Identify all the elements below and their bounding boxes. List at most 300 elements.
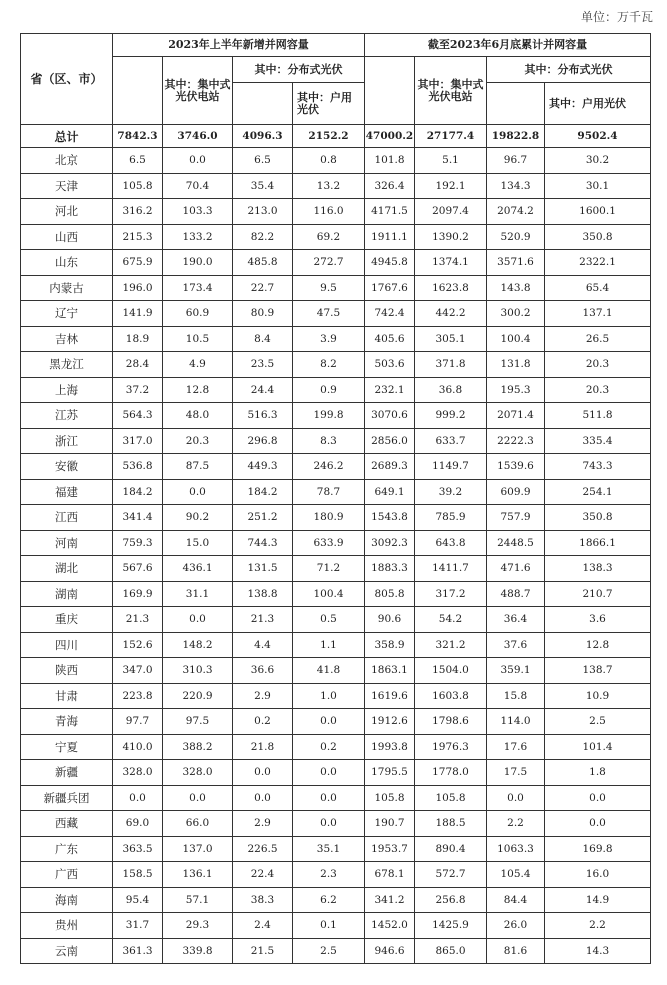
cell: 1452.0 (365, 913, 415, 939)
cell: 20.3 (545, 352, 651, 378)
cell: 4945.8 (365, 250, 415, 276)
cell: 66.0 (163, 811, 233, 837)
province-name: 北京 (21, 148, 113, 174)
table-row (21, 148, 651, 174)
cell: 1543.8 (365, 505, 415, 531)
cell: 0.0 (293, 709, 365, 735)
cell: 71.2 (293, 556, 365, 582)
header-province: 省（区、市） (21, 34, 113, 125)
cell: 60.9 (163, 301, 233, 327)
cell: 0.0 (293, 785, 365, 811)
cell: 2.3 (293, 862, 365, 888)
cell: 26.0 (487, 913, 545, 939)
header-spacer (487, 83, 545, 125)
cell: 22.4 (233, 862, 293, 888)
cell: 35.1 (293, 836, 365, 862)
cell: 105.4 (487, 862, 545, 888)
cell: 29.3 (163, 913, 233, 939)
cell: 196.0 (113, 275, 163, 301)
cell: 65.4 (545, 275, 651, 301)
cell: 47.5 (293, 301, 365, 327)
cell: 31.1 (163, 581, 233, 607)
cell: 97.7 (113, 709, 163, 735)
cell: 37.6 (487, 632, 545, 658)
cell: 0.0 (163, 148, 233, 174)
cell: 2.2 (545, 913, 651, 939)
cell: 9.5 (293, 275, 365, 301)
table-row (21, 505, 651, 531)
cell: 10.9 (545, 683, 651, 709)
cell: 22.7 (233, 275, 293, 301)
cell: 3092.3 (365, 530, 415, 556)
cell: 21.3 (233, 607, 293, 633)
cell: 5.1 (415, 148, 487, 174)
cell: 272.7 (293, 250, 365, 276)
cell: 305.1 (415, 326, 487, 352)
cell: 254.1 (545, 479, 651, 505)
province-name: 内蒙古 (21, 275, 113, 301)
table-row (21, 377, 651, 403)
cell: 1.8 (545, 760, 651, 786)
cell: 223.8 (113, 683, 163, 709)
cell: 180.9 (293, 505, 365, 531)
province-name: 黑龙江 (21, 352, 113, 378)
cell: 138.8 (233, 581, 293, 607)
cell: 759.3 (113, 530, 163, 556)
cell: 39.2 (415, 479, 487, 505)
cell: 7842.3 (113, 125, 163, 148)
cell: 371.8 (415, 352, 487, 378)
cell: 137.1 (545, 301, 651, 327)
cell: 805.8 (365, 581, 415, 607)
table-row (21, 887, 651, 913)
table-row (21, 530, 651, 556)
cell: 0.0 (163, 607, 233, 633)
cell: 0.9 (293, 377, 365, 403)
table-row (21, 326, 651, 352)
cell: 12.8 (163, 377, 233, 403)
cell: 69.0 (113, 811, 163, 837)
table-row (21, 454, 651, 480)
province-name: 河北 (21, 199, 113, 225)
table-row (21, 734, 651, 760)
cell: 1504.0 (415, 658, 487, 684)
header-spacer (233, 83, 293, 125)
cell: 12.8 (545, 632, 651, 658)
province-name: 陕西 (21, 658, 113, 684)
cell: 1953.7 (365, 836, 415, 862)
cell: 148.2 (163, 632, 233, 658)
cell: 1.0 (293, 683, 365, 709)
header-household: 其中：户用光伏 (545, 83, 651, 125)
cell: 0.1 (293, 913, 365, 939)
cell: 2.5 (545, 709, 651, 735)
cell: 388.2 (163, 734, 233, 760)
cell: 103.3 (163, 199, 233, 225)
cell: 16.0 (545, 862, 651, 888)
cell: 516.3 (233, 403, 293, 429)
cell: 30.2 (545, 148, 651, 174)
header-household: 其中：户用光伏 (293, 83, 365, 125)
cell: 2152.2 (293, 125, 365, 148)
cell: 134.3 (487, 173, 545, 199)
table-row (21, 556, 651, 582)
cell: 169.8 (545, 836, 651, 862)
cell: 865.0 (415, 938, 487, 964)
province-name: 新疆兵团 (21, 785, 113, 811)
cell: 3.9 (293, 326, 365, 352)
cell: 436.1 (163, 556, 233, 582)
cell: 410.0 (113, 734, 163, 760)
cell: 1863.1 (365, 658, 415, 684)
cell: 14.3 (545, 938, 651, 964)
cell: 449.3 (233, 454, 293, 480)
header-spacer (113, 57, 163, 125)
cell: 4096.3 (233, 125, 293, 148)
cell: 36.6 (233, 658, 293, 684)
cell: 101.8 (365, 148, 415, 174)
cell: 317.0 (113, 428, 163, 454)
cell: 215.3 (113, 224, 163, 250)
table-row (21, 352, 651, 378)
cell: 511.8 (545, 403, 651, 429)
cell: 572.7 (415, 862, 487, 888)
cell: 485.8 (233, 250, 293, 276)
table-header (21, 34, 651, 125)
province-name: 海南 (21, 887, 113, 913)
cell: 363.5 (113, 836, 163, 862)
cell: 116.0 (293, 199, 365, 225)
cell: 1795.5 (365, 760, 415, 786)
province-name: 宁夏 (21, 734, 113, 760)
cell: 567.6 (113, 556, 163, 582)
cell: 1993.8 (365, 734, 415, 760)
cell: 361.3 (113, 938, 163, 964)
cell: 9502.4 (545, 125, 651, 148)
cell: 359.1 (487, 658, 545, 684)
cell: 17.5 (487, 760, 545, 786)
cell: 1767.6 (365, 275, 415, 301)
cell: 251.2 (233, 505, 293, 531)
table-row (21, 811, 651, 837)
cell: 649.1 (365, 479, 415, 505)
cell: 405.6 (365, 326, 415, 352)
table-row (21, 938, 651, 964)
cell: 1798.6 (415, 709, 487, 735)
cell: 21.5 (233, 938, 293, 964)
cell: 30.1 (545, 173, 651, 199)
cell: 97.5 (163, 709, 233, 735)
cell: 321.2 (415, 632, 487, 658)
cell: 20.3 (163, 428, 233, 454)
table-row (21, 632, 651, 658)
cell: 213.0 (233, 199, 293, 225)
table-row (21, 173, 651, 199)
cell: 199.8 (293, 403, 365, 429)
province-name: 天津 (21, 173, 113, 199)
table-row (21, 709, 651, 735)
cell: 0.0 (163, 479, 233, 505)
province-name: 山东 (21, 250, 113, 276)
cell: 232.1 (365, 377, 415, 403)
province-name: 上海 (21, 377, 113, 403)
cell: 744.3 (233, 530, 293, 556)
cell: 4.4 (233, 632, 293, 658)
cell: 2322.1 (545, 250, 651, 276)
cell: 4171.5 (365, 199, 415, 225)
cell: 350.8 (545, 505, 651, 531)
cell: 138.3 (545, 556, 651, 582)
cell: 0.5 (293, 607, 365, 633)
cell: 0.0 (487, 785, 545, 811)
table-row (21, 913, 651, 939)
cell: 2071.4 (487, 403, 545, 429)
cell: 1390.2 (415, 224, 487, 250)
province-name: 山西 (21, 224, 113, 250)
cell: 18.9 (113, 326, 163, 352)
cell: 105.8 (415, 785, 487, 811)
cell: 13.2 (293, 173, 365, 199)
cell: 190.7 (365, 811, 415, 837)
cell: 210.7 (545, 581, 651, 607)
cell: 488.7 (487, 581, 545, 607)
cell: 633.9 (293, 530, 365, 556)
table-row (21, 785, 651, 811)
cell: 3571.6 (487, 250, 545, 276)
table-row (21, 760, 651, 786)
cell: 10.5 (163, 326, 233, 352)
cell: 0.0 (293, 760, 365, 786)
cell: 20.3 (545, 377, 651, 403)
cell: 81.6 (487, 938, 545, 964)
province-name: 安徽 (21, 454, 113, 480)
cell: 136.1 (163, 862, 233, 888)
table-row (21, 683, 651, 709)
cell: 1883.3 (365, 556, 415, 582)
cell: 358.9 (365, 632, 415, 658)
province-name: 吉林 (21, 326, 113, 352)
cell: 152.6 (113, 632, 163, 658)
cell: 220.9 (163, 683, 233, 709)
cell: 1600.1 (545, 199, 651, 225)
province-name: 江西 (21, 505, 113, 531)
table-row (21, 250, 651, 276)
cell: 347.0 (113, 658, 163, 684)
header-group-cumulative: 截至2023年6月底累计并网容量 (365, 34, 651, 57)
cell: 141.9 (113, 301, 163, 327)
cell: 999.2 (415, 403, 487, 429)
cell: 0.0 (545, 811, 651, 837)
table-row (21, 862, 651, 888)
cell: 2448.5 (487, 530, 545, 556)
cell: 0.0 (545, 785, 651, 811)
cell: 1539.6 (487, 454, 545, 480)
cell: 188.5 (415, 811, 487, 837)
cell: 609.9 (487, 479, 545, 505)
cell: 131.5 (233, 556, 293, 582)
cell: 300.2 (487, 301, 545, 327)
table-row (21, 301, 651, 327)
cell: 184.2 (233, 479, 293, 505)
header-group-h1-2023: 2023年上半年新增并网容量 (113, 34, 365, 57)
cell: 633.7 (415, 428, 487, 454)
cell: 341.4 (113, 505, 163, 531)
cell: 131.8 (487, 352, 545, 378)
cell: 1778.0 (415, 760, 487, 786)
cell: 564.3 (113, 403, 163, 429)
cell: 310.3 (163, 658, 233, 684)
cell: 2074.2 (487, 199, 545, 225)
cell: 6.2 (293, 887, 365, 913)
cell: 1976.3 (415, 734, 487, 760)
cell: 536.8 (113, 454, 163, 480)
cell: 35.4 (233, 173, 293, 199)
cell: 19822.8 (487, 125, 545, 148)
cell: 2097.4 (415, 199, 487, 225)
cell: 0.0 (113, 785, 163, 811)
cell: 2.9 (233, 683, 293, 709)
cell: 87.5 (163, 454, 233, 480)
cell: 2.2 (487, 811, 545, 837)
cell: 1149.7 (415, 454, 487, 480)
table-row (21, 836, 651, 862)
province-name: 福建 (21, 479, 113, 505)
cell: 54.2 (415, 607, 487, 633)
cell: 15.8 (487, 683, 545, 709)
province-name: 湖南 (21, 581, 113, 607)
cell: 2.4 (233, 913, 293, 939)
cell: 256.8 (415, 887, 487, 913)
cell: 1866.1 (545, 530, 651, 556)
cell: 946.6 (365, 938, 415, 964)
table-row (21, 275, 651, 301)
cell: 3.6 (545, 607, 651, 633)
cell: 742.4 (365, 301, 415, 327)
header-centralized: 其中：集中式光伏电站 (163, 57, 233, 125)
cell: 28.4 (113, 352, 163, 378)
cell: 84.4 (487, 887, 545, 913)
cell: 8.2 (293, 352, 365, 378)
table-row (21, 607, 651, 633)
cell: 90.6 (365, 607, 415, 633)
cell: 190.0 (163, 250, 233, 276)
cell: 143.8 (487, 275, 545, 301)
cell: 2689.3 (365, 454, 415, 480)
cell: 1911.1 (365, 224, 415, 250)
province-name: 贵州 (21, 913, 113, 939)
header-centralized: 其中：集中式光伏电站 (415, 57, 487, 125)
cell: 36.8 (415, 377, 487, 403)
cell: 0.2 (233, 709, 293, 735)
cell: 90.2 (163, 505, 233, 531)
cell: 1411.7 (415, 556, 487, 582)
cell: 21.3 (113, 607, 163, 633)
cell: 195.3 (487, 377, 545, 403)
cell: 3070.6 (365, 403, 415, 429)
cell: 27177.4 (415, 125, 487, 148)
cell: 785.9 (415, 505, 487, 531)
cell: 1619.6 (365, 683, 415, 709)
province-name: 广西 (21, 862, 113, 888)
cell: 8.4 (233, 326, 293, 352)
cell: 96.7 (487, 148, 545, 174)
cell: 335.4 (545, 428, 651, 454)
table-row (21, 428, 651, 454)
pv-capacity-table (20, 33, 651, 964)
cell: 41.8 (293, 658, 365, 684)
table-row (21, 581, 651, 607)
cell: 643.8 (415, 530, 487, 556)
cell: 246.2 (293, 454, 365, 480)
table-row (21, 479, 651, 505)
province-name: 新疆 (21, 760, 113, 786)
header-distributed: 其中：分布式光伏 (487, 57, 651, 83)
cell: 70.4 (163, 173, 233, 199)
cell: 3746.0 (163, 125, 233, 148)
cell: 471.6 (487, 556, 545, 582)
cell: 57.1 (163, 887, 233, 913)
cell: 1425.9 (415, 913, 487, 939)
cell: 78.7 (293, 479, 365, 505)
province-name: 青海 (21, 709, 113, 735)
cell: 17.6 (487, 734, 545, 760)
table-row (21, 658, 651, 684)
header-spacer (365, 57, 415, 125)
cell: 226.5 (233, 836, 293, 862)
cell: 21.8 (233, 734, 293, 760)
cell: 24.4 (233, 377, 293, 403)
province-name: 辽宁 (21, 301, 113, 327)
cell: 47000.2 (365, 125, 415, 148)
cell: 95.4 (113, 887, 163, 913)
province-name: 甘肃 (21, 683, 113, 709)
cell: 192.1 (415, 173, 487, 199)
cell: 0.0 (233, 760, 293, 786)
cell: 6.5 (113, 148, 163, 174)
cell: 23.5 (233, 352, 293, 378)
cell: 14.9 (545, 887, 651, 913)
province-name: 四川 (21, 632, 113, 658)
cell: 296.8 (233, 428, 293, 454)
cell: 2856.0 (365, 428, 415, 454)
cell: 6.5 (233, 148, 293, 174)
cell: 316.2 (113, 199, 163, 225)
cell: 675.9 (113, 250, 163, 276)
cell: 326.4 (365, 173, 415, 199)
table-row (21, 403, 651, 429)
province-name: 湖北 (21, 556, 113, 582)
cell: 317.2 (415, 581, 487, 607)
cell: 0.8 (293, 148, 365, 174)
cell: 1623.8 (415, 275, 487, 301)
cell: 743.3 (545, 454, 651, 480)
cell: 114.0 (487, 709, 545, 735)
cell: 328.0 (113, 760, 163, 786)
cell: 137.0 (163, 836, 233, 862)
cell: 757.9 (487, 505, 545, 531)
cell: 0.2 (293, 734, 365, 760)
cell: 133.2 (163, 224, 233, 250)
province-name: 重庆 (21, 607, 113, 633)
total-label: 总计 (21, 125, 113, 148)
cell: 339.8 (163, 938, 233, 964)
cell: 1603.8 (415, 683, 487, 709)
cell: 8.3 (293, 428, 365, 454)
cell: 442.2 (415, 301, 487, 327)
cell: 38.3 (233, 887, 293, 913)
cell: 173.4 (163, 275, 233, 301)
province-name: 浙江 (21, 428, 113, 454)
